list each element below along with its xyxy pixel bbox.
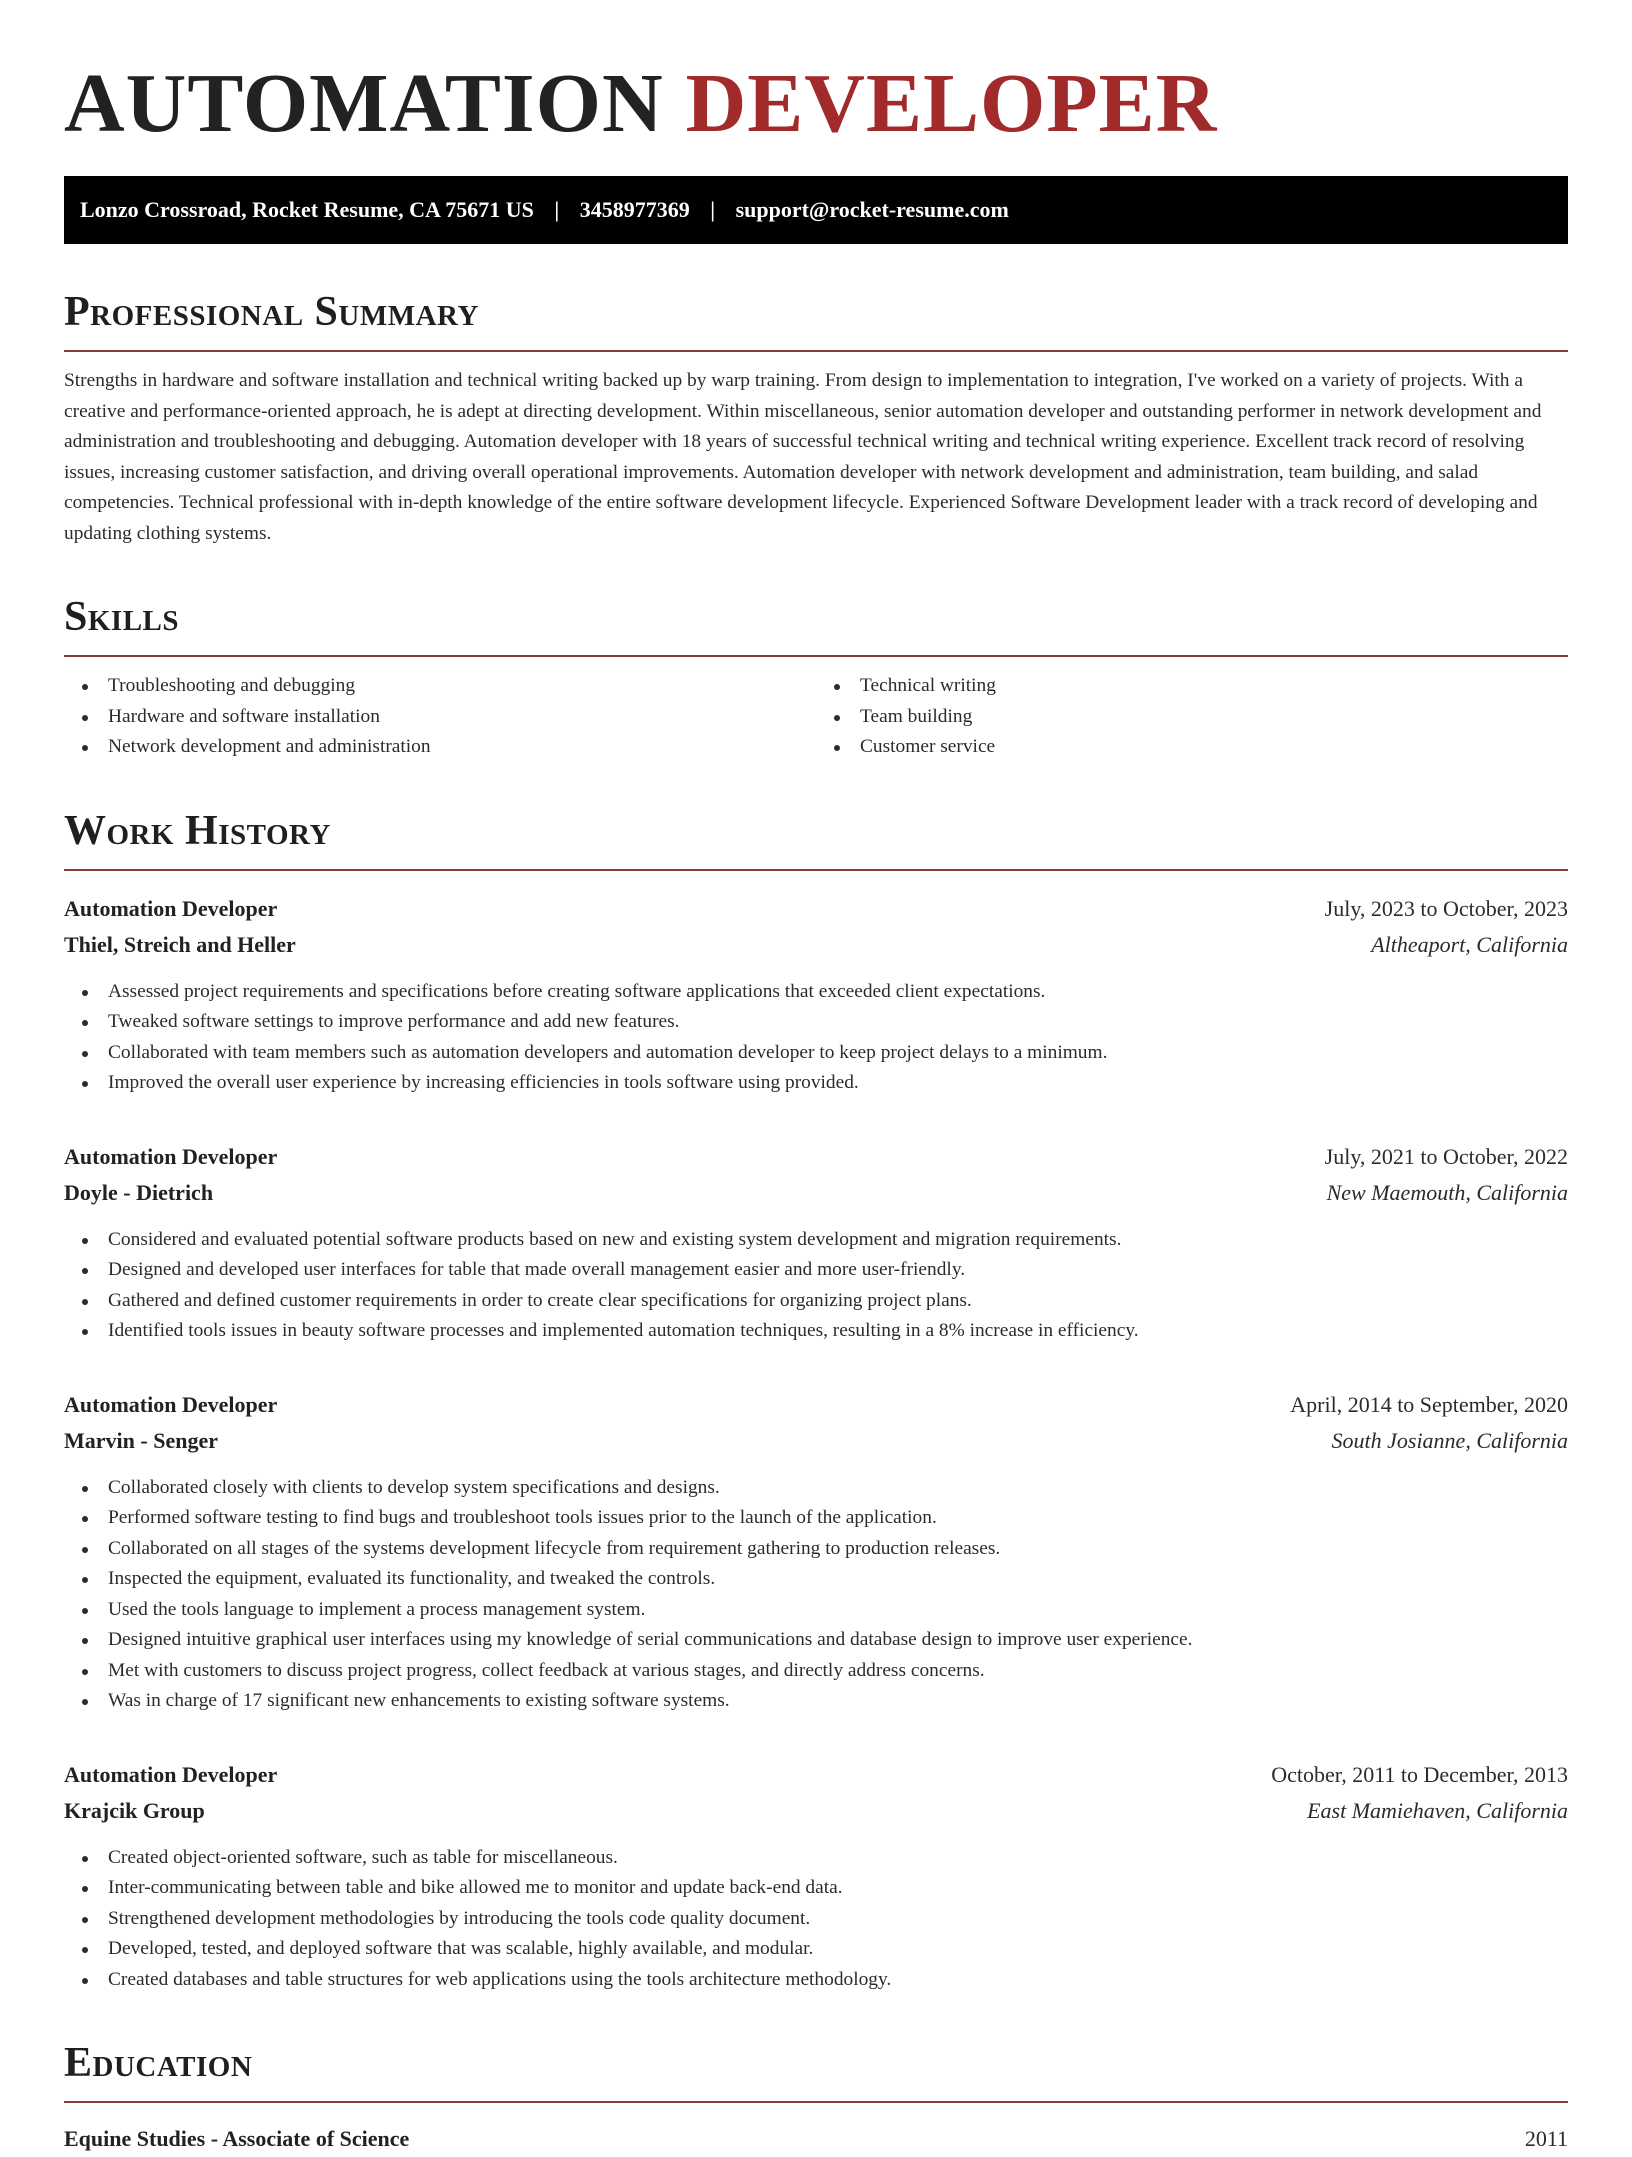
section-divider <box>64 655 1568 657</box>
resume-title <box>64 56 1568 152</box>
job-bullet: Collaborated with team members such as automation developers and automation developer to keep project delays to a minimum. <box>64 1038 1568 1069</box>
section-divider <box>64 350 1568 352</box>
title-second-word: DEVELOPER <box>685 57 1218 150</box>
job-bullet: Collaborated closely with clients to develop system specifications and designs. <box>64 1473 1568 1504</box>
job-title: Automation Developer <box>64 895 278 921</box>
summary-text: Strengths in hardware and software installation and technical writing backed up by warp training. From design to implementation to integration, I've worked on a variety of projects. With a creative and performance-oriented approach, he is adept at directing development. Within miscellaneous, senior automation developer and outstanding performer in network development and administration and troubleshooting and debugging. Automation developer with 18 years of successful technical writing and technical writing experience. Excellent track record of resolving issues, increasing customer satisfaction, and driving overall operational improvements. Automation developer with network development and administration, team building, and salad competencies. Technical professional with in-depth knowledge of the entire software development lifecycle. Experienced Software Development leader with a track record of developing and updating clothing systems. <box>64 370 1542 544</box>
job-bullet: Was in charge of 17 significant new enhancements to existing software systems. <box>64 1686 1568 1717</box>
job-bullet: Created object-oriented software, such as table for miscellaneous. <box>64 1843 1568 1874</box>
job-bullet: Strengthened development methodologies by introducing the tools code quality document. <box>64 1904 1568 1935</box>
job-location: Altheaport, California <box>1371 931 1568 957</box>
job-bullet: Used the tools language to implement a process management system. <box>64 1595 1568 1626</box>
job-bullet: Assessed project requirements and specifications before creating software applications that exceeded client expectations. <box>64 977 1568 1008</box>
job-title: Automation Developer <box>64 1761 278 1787</box>
job-company: Doyle - Dietrich <box>64 1179 214 1205</box>
job-dates: July, 2023 to October, 2023 <box>1324 895 1568 921</box>
job-location: South Josianne, California <box>1331 1427 1568 1453</box>
job-bullets <box>64 1225 1568 1347</box>
section-title-work-history: Work History <box>64 807 331 854</box>
job-bullet: Performed software testing to find bugs and troubleshoot tools issues prior to the launch of the application. <box>64 1503 1568 1534</box>
job-location: East Mamiehaven, California <box>1307 1797 1568 1823</box>
job-bullet: Collaborated on all stages of the systems development lifecycle from requirement gathering to production releases. <box>64 1534 1568 1565</box>
section-title-summary: Professional Summary <box>64 289 479 335</box>
job-bullet: Inter-communicating between table and bike allowed me to monitor and update back-end data. <box>64 1873 1568 1904</box>
contact-phone: 3458977369 <box>579 197 690 222</box>
contact-email: support@rocket-resume.com <box>735 197 1009 222</box>
job-entry <box>64 1387 1568 1717</box>
job-company: Marvin - Senger <box>64 1427 218 1453</box>
section-title-skills: Skills <box>64 594 180 640</box>
skills-left-column <box>64 671 816 763</box>
contact-address: Lonzo Crossroad, Rocket Resume, CA 75671 US <box>80 197 534 222</box>
section-divider <box>64 2101 1568 2103</box>
job-dates: April, 2014 to September, 2020 <box>1290 1391 1568 1417</box>
job-entry <box>64 891 1568 1099</box>
job-bullet: Improved the overall user experience by increasing efficiencies in tools software using provided. <box>64 1068 1568 1099</box>
job-location: New Maemouth, California <box>1326 1179 1568 1205</box>
job-bullet: Designed and developed user interfaces for table that made overall management easier and more user-friendly. <box>64 1255 1568 1286</box>
job-bullets <box>64 977 1568 1099</box>
job-entry <box>64 1757 1568 1996</box>
summary-section <box>64 288 1568 549</box>
job-bullet: Gathered and defined customer requirements in order to create clear specifications for organizing project plans. <box>64 1286 1568 1317</box>
job-entry <box>64 1139 1568 1347</box>
contact-separator: | <box>554 197 560 222</box>
job-title: Automation Developer <box>64 1391 278 1417</box>
job-company: Thiel, Streich and Heller <box>64 931 296 957</box>
education-section <box>64 2039 1568 2157</box>
job-bullets <box>64 1473 1568 1717</box>
skills-right-column <box>816 671 1568 763</box>
job-title: Automation Developer <box>64 1143 278 1169</box>
title-first-word: AUTOMATION <box>64 57 664 150</box>
job-dates: July, 2021 to October, 2022 <box>1324 1143 1568 1169</box>
skills-section <box>64 593 1568 763</box>
education-degree: Equine Studies - Associate of Science <box>64 2126 410 2151</box>
job-bullet: Created databases and table structures for web applications using the tools architecture methodology. <box>64 1965 1568 1996</box>
job-dates: October, 2011 to December, 2013 <box>1271 1761 1568 1787</box>
job-bullet: Inspected the equipment, evaluated its functionality, and tweaked the controls. <box>64 1564 1568 1595</box>
skill-item: Troubleshooting and debugging <box>64 671 816 702</box>
contact-separator: | <box>710 197 716 222</box>
job-bullet: Considered and evaluated potential software products based on new and existing system development and migration requirements. <box>64 1225 1568 1256</box>
job-bullet: Developed, tested, and deployed software that was scalable, highly available, and modular. <box>64 1934 1568 1965</box>
work-history-section <box>64 807 1568 1996</box>
contact-bar <box>64 176 1568 244</box>
skill-item: Hardware and software installation <box>64 702 816 733</box>
skill-item: Customer service <box>816 732 1568 763</box>
section-divider <box>64 869 1568 871</box>
education-year: 2011 <box>1524 2126 1568 2151</box>
job-bullet: Tweaked software settings to improve performance and add new features. <box>64 1007 1568 1038</box>
skill-item: Network development and administration <box>64 732 816 763</box>
section-title-education: Education <box>64 2040 253 2086</box>
skills-columns <box>64 671 1568 763</box>
job-bullet: Identified tools issues in beauty software processes and implemented automation techniques, resulting in a 8% increase in efficiency. <box>64 1316 1568 1347</box>
job-company: Krajcik Group <box>64 1797 205 1823</box>
job-bullet: Met with customers to discuss project progress, collect feedback at various stages, and directly address concerns. <box>64 1656 1568 1687</box>
job-bullet: Designed intuitive graphical user interfaces using my knowledge of serial communications and database design to improve user experience. <box>64 1625 1568 1656</box>
job-bullets <box>64 1843 1568 1996</box>
education-entry <box>64 2121 1568 2157</box>
skill-item: Technical writing <box>816 671 1568 702</box>
skill-item: Team building <box>816 702 1568 733</box>
